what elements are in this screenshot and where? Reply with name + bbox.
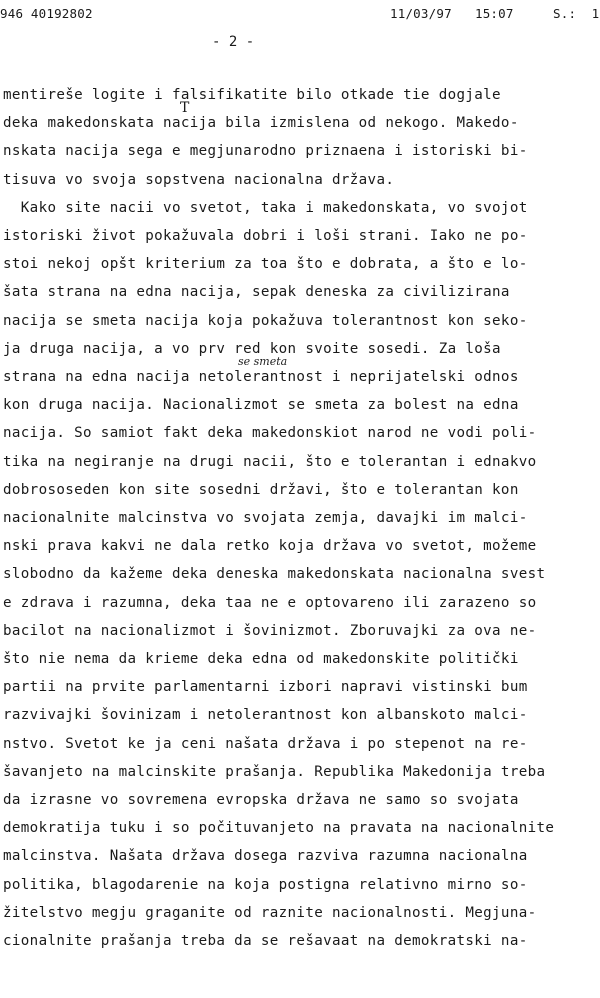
text-line: da izrasne vo sovremena evropska država ne samo so svojata xyxy=(3,792,519,808)
text-line: ja druga nacija, a vo prv red kon svoite sosedi. Za loša xyxy=(3,340,501,357)
fax-header xyxy=(0,6,600,24)
text-line: kon druga nacija. Nacionalizmot se smeta za bolest na edna xyxy=(3,397,519,414)
text-line: strana na edna nacija netolerantnost i neprijatelski odnos xyxy=(3,369,519,385)
text-line: bacilot na nacionalizmot i šovinizmot. Zboruvajki za ova ne- xyxy=(3,622,537,639)
text-line: malcinstva. Našata država dosega razviva razumna nacionalna xyxy=(3,848,528,865)
text-line: što nie nema da krieme deka edna od makedonskite politički xyxy=(3,651,519,667)
text-line: dobrososeden kon site sosedni državi, što e tolerantan kon xyxy=(3,481,519,498)
text-line: tika na negiranje na drugi nacii, što e tolerantan i ednakvo xyxy=(3,453,537,470)
text-line: deka makedonskata nacija bila izmislena od nekogo. Makedo- xyxy=(3,115,519,132)
text-line: cionalnite prašanja treba da se rešavaat na demokratski na- xyxy=(3,933,528,949)
text-line: nacionalnite malcinstva vo svojata zemja, davajki im malci- xyxy=(3,510,528,526)
fax-datetime: 11/03/97 15:07 xyxy=(390,6,514,21)
text-line: razvivajki šovinizam i netolerantnost kon albanskoto malci- xyxy=(3,707,528,724)
text-line: e zdrava i razumna, deka taa ne e optovareno ili zarazeno so xyxy=(3,594,537,611)
text-line: nacija. So samiot fakt deka makedonskiot narod ne vodi poli- xyxy=(3,425,537,442)
text-line: žitelstvo megju graganite od raznite nacionalnosti. Megjuna- xyxy=(3,904,537,921)
handwritten-caret: T xyxy=(180,100,190,117)
page-number: - 2 - xyxy=(212,34,255,50)
text-line: nski prava kakvi ne dala retko koja država vo svetot, možeme xyxy=(3,538,537,555)
text-line: Kako site nacii vo svetot, taka i makedonskata, vo svojot xyxy=(3,199,528,216)
fax-sheet-number: S.: 1 xyxy=(553,6,600,21)
text-line: stoi nekoj opšt kriterium za toa što e dobrata, a što e lo- xyxy=(3,256,528,273)
text-line: mentireše logite i falsifikatite bilo otkade tie dogjale xyxy=(3,87,501,103)
text-line: šata strana na edna nacija, sepak deneska za civilizirana xyxy=(3,284,510,301)
text-line: partii na prvite parlamentarni izbori napravi vistinski bum xyxy=(3,679,528,696)
text-line: nskata nacija sega e megjunarodno priznaena i istoriski bi- xyxy=(3,143,528,160)
fax-number: 946 40192802 xyxy=(0,6,93,21)
text-line: demokratija tuku i so počituvanjeto na pravata na nacionalnite xyxy=(3,820,555,837)
text-line: politika, blagodarenie na koja postigna relativno mirno so- xyxy=(3,876,528,893)
handwritten-insertion: se smeta xyxy=(238,355,288,368)
text-line: istoriski život pokažuvala dobri i loši strani. Iako ne po- xyxy=(3,228,528,244)
text-line: slobodno da kažeme deka deneska makedonskata nacionalna svest xyxy=(3,566,546,583)
text-line: tisuva vo svoja sopstvena nacionalna država. xyxy=(3,171,395,188)
text-line: nacija se smeta nacija koja pokažuva tolerantnost kon seko- xyxy=(3,312,528,329)
text-line: šavanjeto na malcinskite prašanja. Republika Makedonija treba xyxy=(3,763,546,780)
text-line: nstvo. Svetot ke ja ceni našata država i po stepenot na re- xyxy=(3,735,528,752)
